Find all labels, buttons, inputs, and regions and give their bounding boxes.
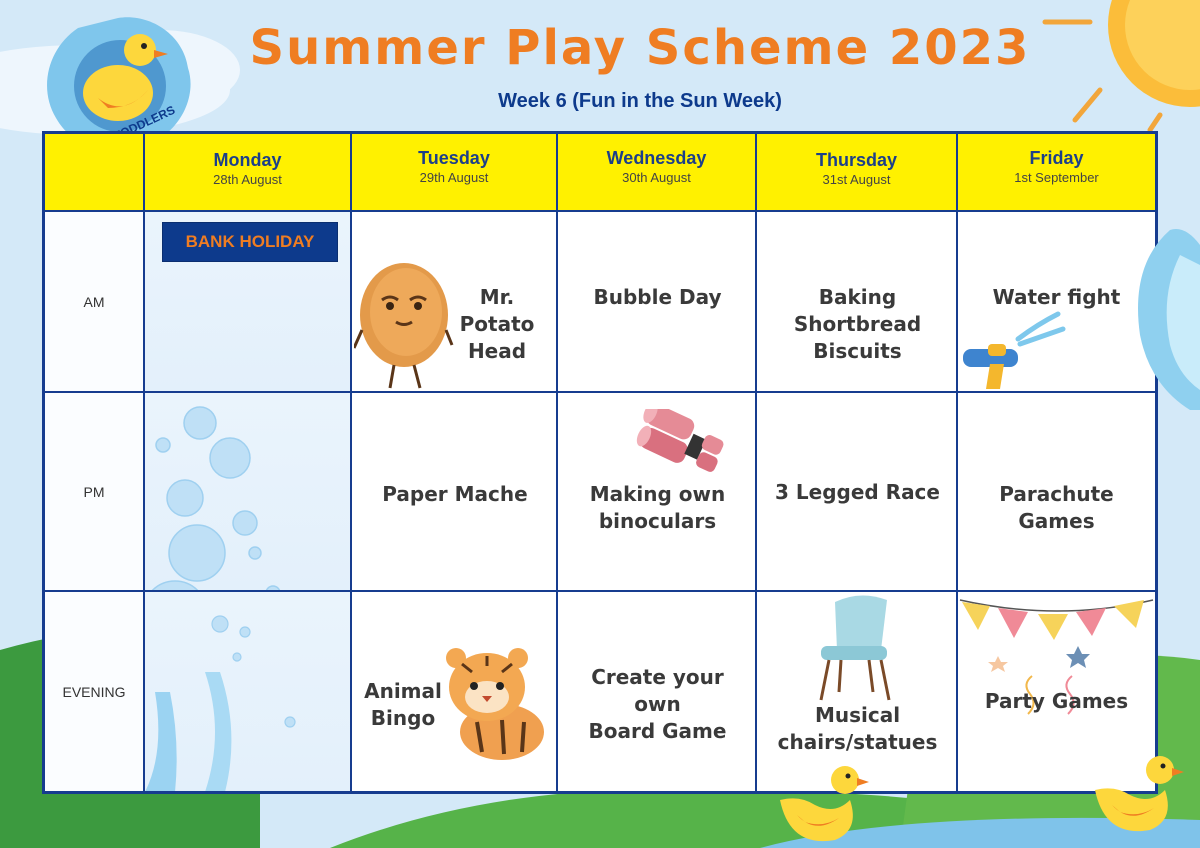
activity-label: Bubble Day [593, 285, 722, 309]
monday-am-cell [145, 212, 352, 393]
timetable [42, 131, 1158, 794]
page-title: Summer Play Scheme 2023 [249, 20, 1031, 76]
page-subtitle: Week 6 (Fun in the Sun Week) [498, 90, 782, 112]
header-tuesday [352, 134, 558, 212]
header-wednesday [558, 134, 757, 212]
day-date: 1st September [1014, 170, 1099, 185]
day-date: 29th August [419, 170, 489, 185]
day-date: 28th August [213, 172, 282, 187]
activity-label: Mr. Potato Head [459, 285, 535, 363]
tiger-icon [442, 642, 552, 762]
chair-icon [815, 594, 895, 702]
activity-label: 3 Legged Race [775, 480, 940, 504]
day-date: 30th August [622, 170, 691, 185]
water-splash-icon [145, 612, 352, 791]
activity-label: Animal Bingo [364, 679, 442, 730]
activity-label: Musical chairs/statues [777, 703, 938, 754]
tuesday-am-cell [352, 212, 558, 393]
tuesday-pm-cell [352, 393, 558, 592]
activity-label: Party Games [984, 689, 1129, 713]
thursday-am-cell [757, 212, 958, 393]
bunting-icon [958, 594, 1155, 744]
bank-holiday-badge: BANK HOLIDAY [162, 222, 338, 262]
wednesday-pm-cell [558, 393, 757, 592]
monday-pm-cell [145, 393, 352, 592]
day-date: 31st August [822, 172, 891, 187]
friday-pm-cell [958, 393, 1155, 592]
header-thursday [757, 134, 958, 212]
row-label-am: AM [45, 212, 145, 393]
day-name: Thursday [815, 150, 898, 170]
day-name: Friday [1029, 148, 1084, 168]
thursday-pm-cell [757, 393, 958, 592]
activity-label: Create your own Board Game [588, 665, 727, 743]
activity-label: Paper Mache [382, 482, 528, 506]
monday-evening-cell [145, 592, 352, 791]
header-monday [145, 134, 352, 212]
activity-label: Water fight [992, 285, 1121, 309]
duck-icon [1090, 750, 1185, 840]
duck-icon [775, 760, 870, 848]
activity-label: Parachute Games [999, 482, 1114, 533]
bubbles-icon [145, 393, 352, 592]
day-name: Wednesday [606, 148, 707, 168]
binoculars-icon [630, 409, 730, 479]
wednesday-am-cell [558, 212, 757, 393]
day-name: Tuesday [418, 148, 490, 168]
header-corner [45, 134, 145, 212]
wednesday-evening-cell [558, 592, 757, 791]
activity-label: Making own binoculars [589, 482, 726, 533]
tuesday-evening-cell [352, 592, 558, 791]
water-splash-icon [1110, 225, 1200, 415]
day-name: Monday [213, 150, 282, 170]
row-label-pm: PM [45, 393, 145, 592]
water-gun-icon [958, 304, 1068, 394]
potato-character-icon [354, 260, 454, 392]
activity-label: Baking Shortbread Biscuits [793, 285, 922, 363]
header-friday [958, 134, 1155, 212]
row-label-evening: EVENING [45, 592, 145, 791]
